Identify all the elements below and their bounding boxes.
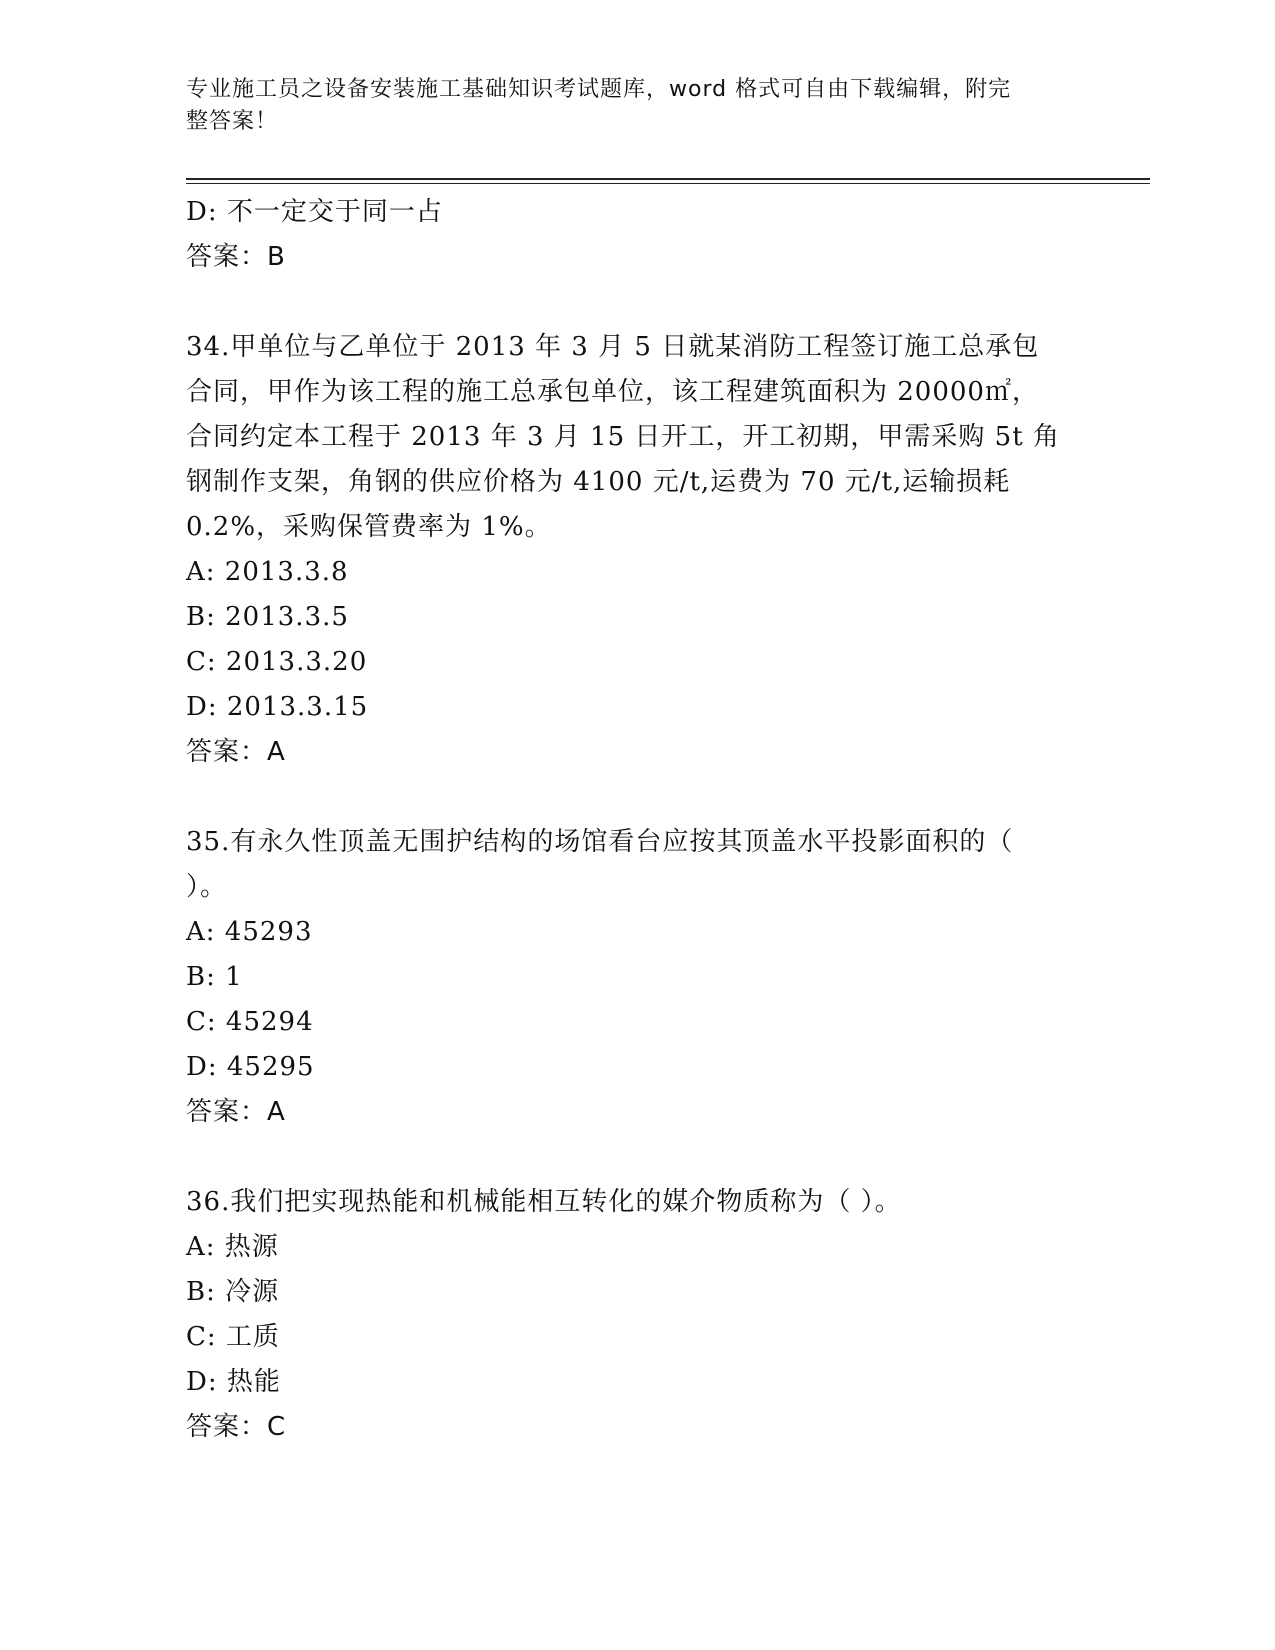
option-c: C: 工质 <box>186 1322 280 1352</box>
option-b: B: 冷源 <box>186 1277 280 1307</box>
option-b: B: 2013.3.5 <box>186 602 349 632</box>
previous-question-tail <box>186 190 1076 280</box>
question-text-line: 钢制作支架，角钢的供应价格为 4100 元/t,运费为 70 元/t,运输损耗 <box>186 467 1011 497</box>
question-36 <box>186 1180 1076 1450</box>
option-d: D: 热能 <box>186 1367 281 1397</box>
document-body <box>186 190 1076 1450</box>
question-34 <box>186 325 1076 775</box>
spacer <box>186 775 1076 820</box>
spacer <box>186 1135 1076 1180</box>
question-text-line: 36.我们把实现热能和机械能相互转化的媒介物质称为（ ）。 <box>186 1187 902 1217</box>
option-d: D: 2013.3.15 <box>186 692 369 722</box>
question-35 <box>186 820 1076 1135</box>
question-text-line: 35.有永久性顶盖无围护结构的场馆看台应按其顶盖水平投影面积的（ <box>186 827 1014 857</box>
question-text-line: 合同约定本工程于 2013 年 3 月 15 日开工，开工初期，甲需采购 5t 角 <box>186 422 1060 452</box>
document-header <box>186 74 1066 138</box>
option-a: A: 2013.3.8 <box>186 557 349 587</box>
option-a: A: 热源 <box>186 1232 279 1262</box>
option-c: C: 45294 <box>186 1007 314 1037</box>
option-d: D: 不一定交于同一占 <box>186 197 443 227</box>
question-text-line: 0.2%，采购保管费率为 1%。 <box>186 512 552 542</box>
option-c: C: 2013.3.20 <box>186 647 368 677</box>
answer-line: 答案：A <box>186 737 286 767</box>
option-b: B: 1 <box>186 962 243 992</box>
question-text-line: 34.甲单位与乙单位于 2013 年 3 月 5 日就某消防工程签订施工总承包 <box>186 332 1040 362</box>
header-title-line-1: 专业施工员之设备安装施工基础知识考试题库，word 格式可自由下载编辑，附完 <box>186 77 1012 102</box>
option-d: D: 45295 <box>186 1052 315 1082</box>
option-a: A: 45293 <box>186 917 313 947</box>
question-text-line: 合同，甲作为该工程的施工总承包单位，该工程建筑面积为 20000㎡， <box>186 377 1039 407</box>
header-divider-thin <box>186 183 1150 184</box>
question-text-line: ）。 <box>186 872 228 902</box>
answer-line: 答案：C <box>186 1412 287 1442</box>
header-title-line-2: 整答案！ <box>186 109 279 134</box>
answer-line: 答案：B <box>186 242 286 272</box>
header-divider-thick <box>186 178 1150 180</box>
spacer <box>186 280 1076 325</box>
answer-line: 答案：A <box>186 1097 286 1127</box>
